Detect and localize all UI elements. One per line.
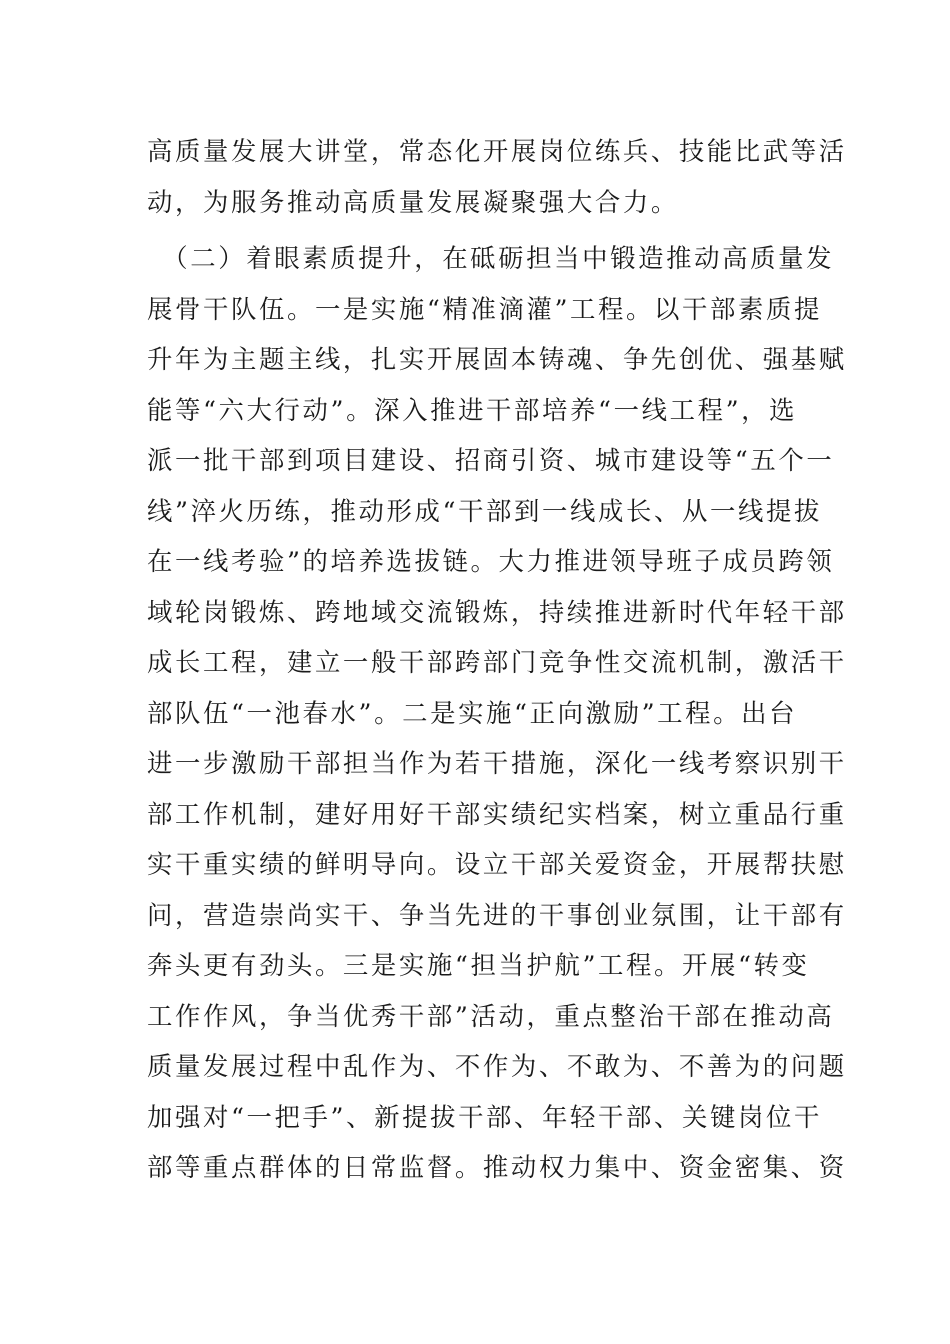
text-line: 部等重点群体的日常监督。推动权力集中、资金密集、资 <box>147 1152 847 1182</box>
text-line: 问，营造崇尚实干、争当先进的干事创业氛围，让干部有 <box>147 899 847 930</box>
text-line: 部队伍“一池春水”。二是实施“正向激励”工程。出台 <box>147 697 798 728</box>
text-line: 域轮岗锻炼、跨地域交流锻炼，持续推进新时代年轻干部 <box>147 596 847 627</box>
text-line: 工作作风，争当优秀干部”活动，重点整治干部在推动高 <box>147 1000 835 1031</box>
text-line: 加强对“一把手”、新提拔干部、年轻干部、关键岗位干 <box>147 1101 822 1132</box>
text-line: 线”淬火历练，推动形成“干部到一线成长、从一线提拔 <box>147 495 822 526</box>
text-line: 进一步激励干部担当作为若干措施，深化一线考察识别干 <box>147 748 847 778</box>
text-line: 动，为服务推动高质量发展凝聚强大合力。 <box>147 186 679 217</box>
paragraph-continuation <box>147 126 847 227</box>
text-line: 质量发展过程中乱作为、不作为、不敢为、不善为的问题 <box>147 1051 847 1081</box>
paragraph-section-two <box>147 233 847 1193</box>
text-line: 成长工程，建立一般干部跨部门竞争性交流机制，激活干 <box>147 647 847 677</box>
text-line: 在一线考验”的培养选拔链。大力推进领导班子成员跨领 <box>147 546 835 576</box>
text-line: 实干重实绩的鲜明导向。设立干部关爱资金，开展帮扶慰 <box>147 849 847 879</box>
text-line: 奔头更有劲头。三是实施“担当护航”工程。开展“转变 <box>147 950 810 980</box>
text-line: 派一批干部到项目建设、招商引资、城市建设等“五个一 <box>147 445 835 475</box>
text-line: 展骨干队伍。一是实施“精准滴灌”工程。以干部素质提 <box>147 293 822 324</box>
text-line: 升年为主题主线，扎实开展固本铸魂、争先创优、强基赋 <box>147 344 847 374</box>
text-line: 部工作机制，建好用好干部实绩纪实档案，树立重品行重 <box>147 798 847 829</box>
text-line: 高质量发展大讲堂，常态化开展岗位练兵、技能比武等活 <box>147 136 847 166</box>
text-line: 能等“六大行动”。深入推进干部培养“一线工程”，选 <box>147 394 798 425</box>
section-heading-line: （二）着眼素质提升，在砥砺担当中锻造推动高质量发 <box>147 243 835 273</box>
